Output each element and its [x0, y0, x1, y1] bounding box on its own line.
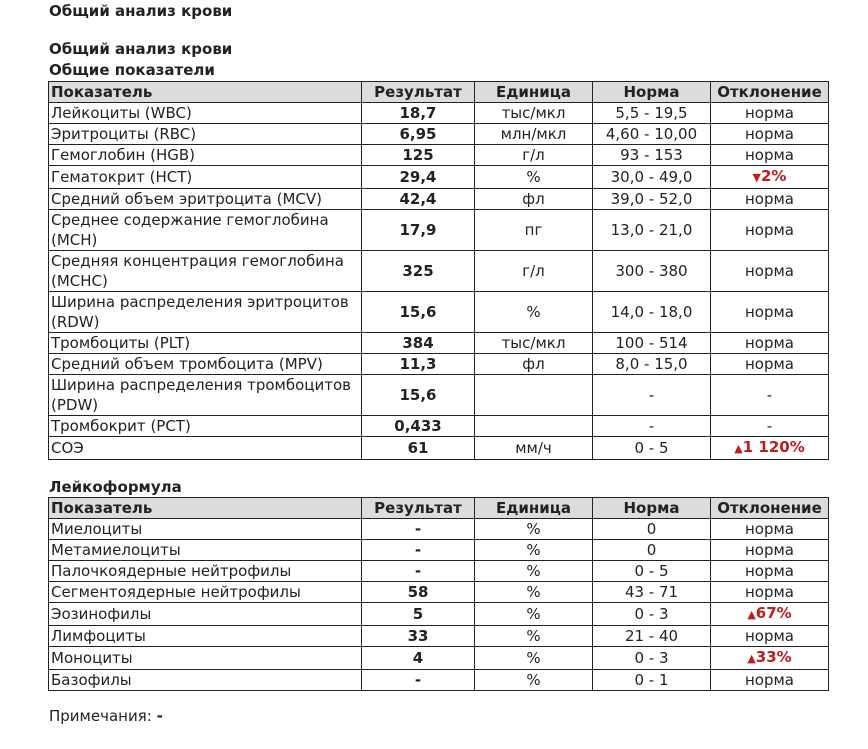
unit-value: [475, 416, 593, 437]
unit-value: [475, 375, 593, 416]
deviation-value: норма: [711, 292, 829, 333]
unit-value: фл: [475, 354, 593, 375]
header-deviation: Отклонение: [711, 82, 829, 103]
norm-range: 0 - 3: [593, 603, 711, 626]
norm-range: 0 - 5: [593, 437, 711, 460]
norm-range: 8,0 - 15,0: [593, 354, 711, 375]
result-value: 4: [362, 647, 475, 670]
unit-value: %: [475, 292, 593, 333]
indicator-name: Лимфоциты: [49, 626, 362, 647]
norm-range: 93 - 153: [593, 145, 711, 166]
deviation-text: 67%: [755, 604, 792, 622]
header-indicator: Показатель: [49, 82, 362, 103]
leukoformula-table: [48, 497, 829, 691]
result-value: 11,3: [362, 354, 475, 375]
result-value: 15,6: [362, 375, 475, 416]
deviation-value: -: [711, 416, 829, 437]
indicator-name: СОЭ: [49, 437, 362, 460]
unit-value: мм/ч: [475, 437, 593, 460]
table-row: [49, 210, 829, 251]
table-row: [49, 626, 829, 647]
indicator-name: Гемоглобин (HGB): [49, 145, 362, 166]
result-value: 42,4: [362, 189, 475, 210]
header-result: Результат: [362, 498, 475, 519]
unit-value: тыс/мкл: [475, 333, 593, 354]
deviation-text: 33%: [755, 648, 792, 666]
table-row: [49, 670, 829, 691]
unit-value: %: [475, 166, 593, 189]
table-row: [49, 103, 829, 124]
deviation-value: норма: [711, 540, 829, 561]
unit-value: %: [475, 582, 593, 603]
table-row: [49, 333, 829, 354]
header-norm: Норма: [593, 82, 711, 103]
result-value: 384: [362, 333, 475, 354]
deviation-value: норма: [711, 670, 829, 691]
norm-range: 100 - 514: [593, 333, 711, 354]
deviation-value: норма: [711, 145, 829, 166]
norm-range: 4,60 - 10,00: [593, 124, 711, 145]
norm-range: 43 - 71: [593, 582, 711, 603]
table-row: [49, 124, 829, 145]
norm-range: 39,0 - 52,0: [593, 189, 711, 210]
section-title-cbc: Общий анализ крови: [49, 40, 233, 58]
table-row: [49, 540, 829, 561]
header-result: Результат: [362, 82, 475, 103]
result-value: 125: [362, 145, 475, 166]
deviation-value: норма: [711, 626, 829, 647]
unit-value: %: [475, 519, 593, 540]
indicator-name: Средний объем эритроцита (MCV): [49, 189, 362, 210]
indicator-name: Среднее содержание гемоглобина (MCH): [49, 210, 362, 251]
result-value: 58: [362, 582, 475, 603]
table-row: [49, 251, 829, 292]
deviation-value: норма: [711, 582, 829, 603]
deviation-value: [711, 437, 829, 460]
deviation-value: норма: [711, 333, 829, 354]
unit-value: %: [475, 603, 593, 626]
result-value: 0,433: [362, 416, 475, 437]
norm-range: -: [593, 375, 711, 416]
indicator-name: Тромбоциты (PLT): [49, 333, 362, 354]
deviation-text: 1 120%: [742, 438, 805, 456]
header-deviation: Отклонение: [711, 498, 829, 519]
deviation-value: норма: [711, 251, 829, 292]
norm-range: 5,5 - 19,5: [593, 103, 711, 124]
arrow-up-icon: ▲: [747, 652, 756, 665]
result-value: 325: [362, 251, 475, 292]
indicator-name: Палочкоядерные нейтрофилы: [49, 561, 362, 582]
table-header-row: [49, 82, 829, 103]
norm-range: 14,0 - 18,0: [593, 292, 711, 333]
result-value: 18,7: [362, 103, 475, 124]
notes-value: -: [156, 707, 163, 725]
table-header-row: [49, 498, 829, 519]
indicator-name: Эозинофилы: [49, 603, 362, 626]
section-subtitle-general: Общие показатели: [49, 61, 215, 79]
table-row: [49, 603, 829, 626]
unit-value: %: [475, 626, 593, 647]
indicator-name: Средний объем тромбоцита (MPV): [49, 354, 362, 375]
result-value: 61: [362, 437, 475, 460]
deviation-value: [711, 647, 829, 670]
arrow-up-icon: ▲: [734, 442, 743, 455]
indicator-name: Тромбокрит (PCT): [49, 416, 362, 437]
result-value: 15,6: [362, 292, 475, 333]
header-unit: Единица: [475, 498, 593, 519]
indicator-name: Эритроциты (RBC): [49, 124, 362, 145]
unit-value: пг: [475, 210, 593, 251]
arrow-up-icon: ▲: [747, 608, 756, 621]
deviation-value: норма: [711, 210, 829, 251]
table-row: [49, 561, 829, 582]
header-indicator: Показатель: [49, 498, 362, 519]
unit-value: г/л: [475, 145, 593, 166]
result-value: 29,4: [362, 166, 475, 189]
table-row: [49, 145, 829, 166]
table-row: [49, 416, 829, 437]
notes: [49, 707, 163, 725]
indicator-name: Моноциты: [49, 647, 362, 670]
deviation-value: [711, 166, 829, 189]
deviation-value: норма: [711, 103, 829, 124]
table-row: [49, 647, 829, 670]
result-value: -: [362, 561, 475, 582]
norm-range: 0 - 1: [593, 670, 711, 691]
header-norm: Норма: [593, 498, 711, 519]
norm-range: 21 - 40: [593, 626, 711, 647]
table-row: [49, 375, 829, 416]
norm-range: 0 - 5: [593, 561, 711, 582]
indicator-name: Гематокрит (HCT): [49, 166, 362, 189]
unit-value: %: [475, 540, 593, 561]
result-value: 5: [362, 603, 475, 626]
unit-value: тыс/мкл: [475, 103, 593, 124]
unit-value: г/л: [475, 251, 593, 292]
indicator-name: Миелоциты: [49, 519, 362, 540]
deviation-value: норма: [711, 124, 829, 145]
table-row: [49, 582, 829, 603]
table-row: [49, 437, 829, 460]
indicator-name: Сегментоядерные нейтрофилы: [49, 582, 362, 603]
table-row: [49, 166, 829, 189]
norm-range: 13,0 - 21,0: [593, 210, 711, 251]
table-row: [49, 292, 829, 333]
deviation-text: 2%: [761, 167, 787, 185]
norm-range: 0: [593, 540, 711, 561]
result-value: -: [362, 540, 475, 561]
norm-range: 30,0 - 49,0: [593, 166, 711, 189]
result-value: -: [362, 519, 475, 540]
deviation-value: -: [711, 375, 829, 416]
unit-value: млн/мкл: [475, 124, 593, 145]
indicator-name: Базофилы: [49, 670, 362, 691]
unit-value: %: [475, 670, 593, 691]
indicator-name: Лейкоциты (WBC): [49, 103, 362, 124]
result-value: 6,95: [362, 124, 475, 145]
deviation-value: норма: [711, 354, 829, 375]
result-value: -: [362, 670, 475, 691]
general-indicators-table: [48, 81, 829, 460]
notes-label: Примечания:: [49, 707, 152, 725]
section-title-leukoformula: Лейкоформула: [49, 478, 182, 496]
table-row: [49, 519, 829, 540]
norm-range: 300 - 380: [593, 251, 711, 292]
deviation-value: [711, 603, 829, 626]
indicator-name: Ширина распределения эритроцитов (RDW): [49, 292, 362, 333]
indicator-name: Метамиелоциты: [49, 540, 362, 561]
result-value: 17,9: [362, 210, 475, 251]
table-row: [49, 189, 829, 210]
norm-range: -: [593, 416, 711, 437]
result-value: 33: [362, 626, 475, 647]
deviation-value: норма: [711, 519, 829, 540]
table-row: [49, 354, 829, 375]
unit-value: %: [475, 561, 593, 582]
deviation-value: норма: [711, 189, 829, 210]
arrow-down-icon: ▼: [752, 171, 761, 184]
unit-value: %: [475, 647, 593, 670]
indicator-name: Ширина распределения тромбоцитов (PDW): [49, 375, 362, 416]
unit-value: фл: [475, 189, 593, 210]
norm-range: 0: [593, 519, 711, 540]
indicator-name: Средняя концентрация гемоглобина (MCHC): [49, 251, 362, 292]
page-title: Общий анализ крови: [49, 2, 233, 20]
norm-range: 0 - 3: [593, 647, 711, 670]
header-unit: Единица: [475, 82, 593, 103]
deviation-value: норма: [711, 561, 829, 582]
